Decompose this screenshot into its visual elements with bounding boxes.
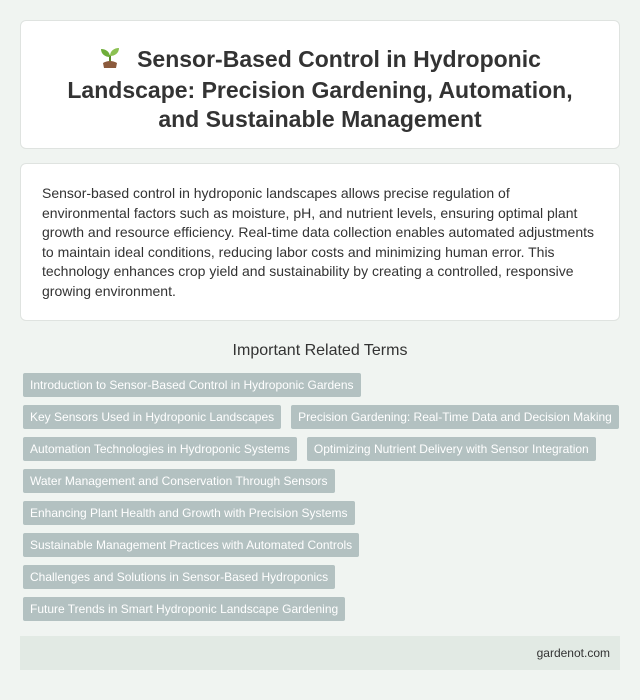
related-term-chip[interactable]: Introduction to Sensor-Based Control in Hydroponic Gardens xyxy=(23,373,361,397)
footer xyxy=(20,636,620,670)
related-terms-list xyxy=(23,373,623,629)
title-card xyxy=(20,20,620,149)
related-terms-heading: Important Related Terms xyxy=(232,342,408,359)
description-card xyxy=(20,163,620,321)
page-title-text: Sensor-Based Control in Hydroponic Landscape: Precision Gardening, Automation, and Sustainable Management xyxy=(67,46,573,132)
related-term-chip[interactable]: Precision Gardening: Real-Time Data and Decision Making xyxy=(291,405,619,429)
related-term-chip[interactable]: Challenges and Solutions in Sensor-Based Hydroponics xyxy=(23,565,335,589)
description-text: Sensor-based control in hydroponic landscapes allows precise regulation of environmental factors such as moisture, pH, and nutrient levels, ensuring optimal plant growth and resource efficiency. Real-time data collection enables automated adjustments to maintain ideal conditions, reducing labor costs and minimizing human error. This technology enhances crop yield and sustainability by creating a controlled, responsive growing environment. xyxy=(42,185,595,299)
site-link[interactable]: gardenot.com xyxy=(536,646,610,660)
related-term-chip[interactable]: Enhancing Plant Health and Growth with Precision Systems xyxy=(23,501,355,525)
related-term-chip[interactable]: Future Trends in Smart Hydroponic Landscape Gardening xyxy=(23,597,345,621)
related-term-chip[interactable]: Key Sensors Used in Hydroponic Landscapes xyxy=(23,405,281,429)
page-title xyxy=(21,45,619,134)
related-term-chip[interactable]: Water Management and Conservation Through Sensors xyxy=(23,469,335,493)
related-term-chip[interactable]: Automation Technologies in Hydroponic Systems xyxy=(23,437,297,461)
related-term-chip[interactable]: Optimizing Nutrient Delivery with Sensor Integration xyxy=(307,437,596,461)
related-term-chip[interactable]: Sustainable Management Practices with Automated Controls xyxy=(23,533,359,557)
seedling-icon xyxy=(99,45,121,76)
